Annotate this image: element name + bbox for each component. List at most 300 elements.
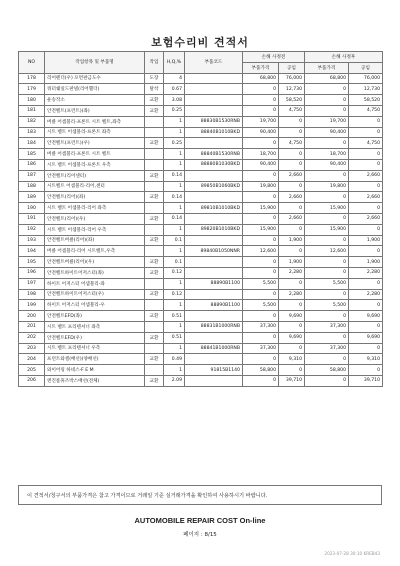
row-partcode: 89840B1050NNR xyxy=(185,246,243,257)
row-partcode xyxy=(185,138,243,149)
row-partcode xyxy=(185,84,243,95)
row-no: 197 xyxy=(19,278,45,289)
table-row xyxy=(19,127,383,138)
table-row xyxy=(19,192,383,203)
row-item: 시트 벨트 프리텐셔너 좌측 xyxy=(45,321,145,332)
row-no: 180 xyxy=(19,95,45,106)
row-after-labor: 1,900 xyxy=(349,235,383,246)
row-work: 교환 xyxy=(145,138,164,149)
table-row xyxy=(19,84,383,95)
row-before-labor: 0 xyxy=(279,127,305,138)
row-after-parts: 15,900 xyxy=(305,224,349,235)
row-hqty: 1 xyxy=(164,321,185,332)
row-after-parts: 19,800 xyxy=(305,181,349,192)
row-before-parts: 0 xyxy=(243,84,279,95)
row-item: 리어펜더(우) 포면판금도수 xyxy=(45,73,145,84)
row-item: 안전벨트하이트어저스터(우) xyxy=(45,289,145,300)
row-work: 교환 xyxy=(145,213,164,224)
row-item: 안전벨트(프런트)(좌) xyxy=(45,105,145,116)
row-work xyxy=(145,203,164,214)
row-before-parts: 0 xyxy=(243,354,279,365)
row-after-parts: 5,500 xyxy=(305,278,349,289)
col-hqty: H,Q,% xyxy=(164,52,185,74)
row-before-parts: 37,300 xyxy=(243,343,279,354)
row-before-labor: 2,660 xyxy=(279,213,305,224)
row-before-labor: 2,660 xyxy=(279,170,305,181)
row-work: 교환 xyxy=(145,267,164,278)
row-before-parts: 15,900 xyxy=(243,203,279,214)
row-before-parts: 18,700 xyxy=(243,149,279,160)
row-hqty: 1 xyxy=(164,246,185,257)
row-after-labor: 0 xyxy=(349,343,383,354)
row-after-parts: 0 xyxy=(305,84,349,95)
row-hqty: 4 xyxy=(164,73,185,84)
table-row xyxy=(19,138,383,149)
row-after-labor: 39,710 xyxy=(349,375,383,386)
row-work xyxy=(145,159,164,170)
row-hqty: 3.08 xyxy=(164,95,185,106)
row-before-parts: 37,300 xyxy=(243,321,279,332)
row-no: 202 xyxy=(19,332,45,343)
row-work: 교환 xyxy=(145,332,164,343)
row-work xyxy=(145,343,164,354)
row-before-labor: 0 xyxy=(279,300,305,311)
row-after-parts: 12,600 xyxy=(305,246,349,257)
row-after-labor: 2,280 xyxy=(349,289,383,300)
row-before-parts: 12,600 xyxy=(243,246,279,257)
row-no: 184 xyxy=(19,138,45,149)
row-partcode xyxy=(185,192,243,203)
col-after-parts: 부품가격 xyxy=(305,62,349,73)
row-item: 와이어링 하네스-F E M xyxy=(45,365,145,376)
row-after-parts: 19,700 xyxy=(305,116,349,127)
row-work: 교환 xyxy=(145,192,164,203)
row-hqty: 1 xyxy=(164,181,185,192)
row-before-parts: 0 xyxy=(243,375,279,386)
table-row xyxy=(19,278,383,289)
row-hqty: 1 xyxy=(164,343,185,354)
row-partcode xyxy=(185,105,243,116)
row-item: 안전벨트(리어센터) xyxy=(45,170,145,181)
col-before-parts: 부품가격 xyxy=(243,62,279,73)
row-item: 버클 어셈블리-프론트 시트 벨트,좌측 xyxy=(45,116,145,127)
row-after-parts: 18,700 xyxy=(305,149,349,160)
document-title: 보험수리비 견적서 xyxy=(151,36,249,49)
table-row xyxy=(19,159,383,170)
row-after-parts: 58,800 xyxy=(305,365,349,376)
row-before-parts: 0 xyxy=(243,170,279,181)
row-item: 안전벨트(프런트)(우) xyxy=(45,138,145,149)
row-hqty: 1 xyxy=(164,127,185,138)
row-after-parts: 0 xyxy=(305,105,349,116)
row-no: 200 xyxy=(19,311,45,322)
row-item: 프런트와셀(배선)(양배선) xyxy=(45,354,145,365)
row-hqty: 1 xyxy=(164,149,185,160)
row-before-labor: 58,520 xyxy=(279,95,305,106)
col-after-labor: 공임 xyxy=(349,62,383,73)
row-before-labor: 0 xyxy=(279,224,305,235)
table-row xyxy=(19,300,383,311)
row-after-parts: 0 xyxy=(305,95,349,106)
row-item: 쿼터쉐일드판넬(리어휀더) xyxy=(45,84,145,95)
row-before-parts: 0 xyxy=(243,332,279,343)
row-before-labor: 0 xyxy=(279,203,305,214)
row-item: 안전벨트EFD(좌) xyxy=(45,311,145,322)
row-partcode xyxy=(185,332,243,343)
row-partcode xyxy=(185,354,243,365)
row-work xyxy=(145,224,164,235)
row-before-labor: 0 xyxy=(279,181,305,192)
row-work: 교환 xyxy=(145,170,164,181)
estimate-table xyxy=(18,51,383,387)
row-no: 181 xyxy=(19,105,45,116)
row-item: 시트 벨트 어셈블리-프론트 우측 xyxy=(45,159,145,170)
row-before-labor: 0 xyxy=(279,343,305,354)
col-before-labor: 공임 xyxy=(279,62,305,73)
table-row xyxy=(19,149,383,160)
table-row xyxy=(19,213,383,224)
row-work: 교환 xyxy=(145,95,164,106)
table-row xyxy=(19,235,383,246)
row-partcode xyxy=(185,235,243,246)
row-no: 205 xyxy=(19,365,45,376)
row-hqty: 0.14 xyxy=(164,170,185,181)
row-after-labor: 0 xyxy=(349,127,383,138)
row-work xyxy=(145,116,164,127)
row-partcode xyxy=(185,267,243,278)
row-before-labor: 76,000 xyxy=(279,73,305,84)
row-hqty: 0.14 xyxy=(164,192,185,203)
row-partcode xyxy=(185,375,243,386)
row-after-labor: 0 xyxy=(349,300,383,311)
row-after-parts: 0 xyxy=(305,332,349,343)
row-no: 183 xyxy=(19,127,45,138)
row-hqty: 1 xyxy=(164,116,185,127)
table-row xyxy=(19,95,383,106)
table-row xyxy=(19,257,383,268)
row-after-parts: 0 xyxy=(305,192,349,203)
row-work: 교환 xyxy=(145,105,164,116)
row-partcode xyxy=(185,257,243,268)
table-row xyxy=(19,181,383,192)
row-after-labor: 2,660 xyxy=(349,170,383,181)
row-work: 탈착 xyxy=(145,84,164,95)
row-partcode: 88880B1030BKD xyxy=(185,159,243,170)
footer-brand: AUTOMOBILE REPAIR COST On-line xyxy=(134,516,266,525)
table-row xyxy=(19,311,383,322)
row-partcode: 91815B1140 xyxy=(185,365,243,376)
row-no: 191 xyxy=(19,213,45,224)
row-hqty: 0.1 xyxy=(164,257,185,268)
row-partcode: 88890B1100 xyxy=(185,300,243,311)
row-after-labor: 0 xyxy=(349,246,383,257)
table-row xyxy=(19,203,383,214)
row-hqty: 0.49 xyxy=(164,354,185,365)
row-before-labor: 9,310 xyxy=(279,354,305,365)
col-after-group: 손해 사정후 xyxy=(305,52,383,63)
row-after-parts: 90,400 xyxy=(305,127,349,138)
row-hqty: 1 xyxy=(164,365,185,376)
col-no: NO xyxy=(19,52,45,74)
table-row xyxy=(19,365,383,376)
row-no: 198 xyxy=(19,289,45,300)
row-after-labor: 12,730 xyxy=(349,84,383,95)
row-after-parts: 37,300 xyxy=(305,321,349,332)
row-after-labor: 4,750 xyxy=(349,138,383,149)
row-partcode: 88830B1530RNB xyxy=(185,116,243,127)
row-no: 193 xyxy=(19,235,45,246)
row-no: 187 xyxy=(19,170,45,181)
row-item: 엔진룸휴즈박스배선(전체) xyxy=(45,375,145,386)
table-row xyxy=(19,73,383,84)
row-before-parts: 0 xyxy=(243,95,279,106)
row-before-parts: 0 xyxy=(243,138,279,149)
row-hqty: 0.12 xyxy=(164,267,185,278)
row-after-labor: 9,690 xyxy=(349,311,383,322)
row-no: 185 xyxy=(19,149,45,160)
row-before-parts: 0 xyxy=(243,289,279,300)
disclaimer-note: 이 견적서/청구서의 부품가격은 참고 가격이므로 거래일 기준 실거래가격을 확인하여 사용하시기 바랍니다. xyxy=(18,485,382,505)
row-after-labor: 2,660 xyxy=(349,213,383,224)
row-hqty: 0.51 xyxy=(164,311,185,322)
row-before-parts: 0 xyxy=(243,235,279,246)
row-before-labor: 0 xyxy=(279,365,305,376)
row-after-labor: 0 xyxy=(349,321,383,332)
table-row xyxy=(19,343,383,354)
table-row xyxy=(19,354,383,365)
row-item: 시트 벨트 프리텐셔너 우측 xyxy=(45,343,145,354)
row-before-labor: 2,280 xyxy=(279,267,305,278)
row-work: 교환 xyxy=(145,311,164,322)
print-stamp: 2023-07-28 30:10 KREB43 xyxy=(324,551,380,556)
row-no: 201 xyxy=(19,321,45,332)
row-item: 시트벨트 어셈블리-리어,센터 xyxy=(45,181,145,192)
row-work xyxy=(145,149,164,160)
table-body xyxy=(19,73,383,386)
row-before-parts: 15,900 xyxy=(243,224,279,235)
row-item: 버클 어셈블리-프론트 시트 벨트 xyxy=(45,149,145,160)
row-work xyxy=(145,321,164,332)
row-item: 안전벨트(리어)(좌) xyxy=(45,192,145,203)
row-partcode xyxy=(185,213,243,224)
row-before-labor: 39,710 xyxy=(279,375,305,386)
row-partcode: 88831B1000RNB xyxy=(185,321,243,332)
row-after-labor: 0 xyxy=(349,224,383,235)
row-after-labor: 1,900 xyxy=(349,257,383,268)
row-after-labor: 4,750 xyxy=(349,105,383,116)
row-no: 188 xyxy=(19,181,45,192)
row-before-labor: 0 xyxy=(279,159,305,170)
table-row xyxy=(19,246,383,257)
row-no: 194 xyxy=(19,246,45,257)
row-before-parts: 0 xyxy=(243,311,279,322)
row-work: 교환 xyxy=(145,235,164,246)
row-after-labor: 0 xyxy=(349,203,383,214)
table-row xyxy=(19,321,383,332)
row-after-labor: 0 xyxy=(349,159,383,170)
row-before-labor: 1,900 xyxy=(279,235,305,246)
row-after-parts: 0 xyxy=(305,235,349,246)
row-before-labor: 9,690 xyxy=(279,332,305,343)
row-work xyxy=(145,246,164,257)
row-before-labor: 0 xyxy=(279,149,305,160)
row-before-parts: 19,800 xyxy=(243,181,279,192)
row-after-parts: 90,400 xyxy=(305,159,349,170)
row-hqty: 0.51 xyxy=(164,332,185,343)
row-no: 189 xyxy=(19,192,45,203)
row-after-labor: 58,520 xyxy=(349,95,383,106)
row-before-parts: 0 xyxy=(243,257,279,268)
table-row xyxy=(19,170,383,181)
row-before-labor: 9,690 xyxy=(279,311,305,322)
row-no: 206 xyxy=(19,375,45,386)
row-before-labor: 0 xyxy=(279,278,305,289)
row-before-labor: 0 xyxy=(279,116,305,127)
row-partcode: 88840B1530RNB xyxy=(185,149,243,160)
row-no: 195 xyxy=(19,257,45,268)
row-work xyxy=(145,181,164,192)
row-after-parts: 5,500 xyxy=(305,300,349,311)
row-after-labor: 0 xyxy=(349,278,383,289)
col-work: 작업 xyxy=(145,52,164,74)
row-after-labor: 76,000 xyxy=(349,73,383,84)
row-hqty: 0.25 xyxy=(164,138,185,149)
row-after-parts: 0 xyxy=(305,267,349,278)
row-item: 안전벨트(리어)(우) xyxy=(45,213,145,224)
row-after-parts: 0 xyxy=(305,289,349,300)
row-no: 186 xyxy=(19,159,45,170)
row-work xyxy=(145,278,164,289)
row-after-parts: 0 xyxy=(305,354,349,365)
row-item: 하이트 어저스터 어셈블리-좌 xyxy=(45,278,145,289)
row-item: 운송작소 xyxy=(45,95,145,106)
row-after-parts: 0 xyxy=(305,170,349,181)
row-after-parts: 0 xyxy=(305,257,349,268)
row-hqty: 1 xyxy=(164,300,185,311)
table-row xyxy=(19,375,383,386)
row-item: 안전벨트버클(리어)(좌) xyxy=(45,235,145,246)
row-partcode: 88840B1010BKD xyxy=(185,127,243,138)
row-after-labor: 2,660 xyxy=(349,192,383,203)
row-after-parts: 0 xyxy=(305,213,349,224)
row-after-labor: 2,280 xyxy=(349,267,383,278)
row-work xyxy=(145,365,164,376)
row-no: 178 xyxy=(19,73,45,84)
row-before-parts: 90,400 xyxy=(243,127,279,138)
row-work: 교환 xyxy=(145,375,164,386)
row-no: 192 xyxy=(19,224,45,235)
page-number: 페이지 : 8/15 xyxy=(183,532,217,538)
col-item: 작업항목 및 부품명 xyxy=(45,52,145,74)
row-hqty: 1 xyxy=(164,203,185,214)
row-partcode: 88890B1100 xyxy=(185,278,243,289)
row-work: 교환 xyxy=(145,257,164,268)
table-row xyxy=(19,224,383,235)
row-after-labor: 9,310 xyxy=(349,354,383,365)
row-item: 버클 어셈블리-리어 시트벨트,우측 xyxy=(45,246,145,257)
table-row xyxy=(19,267,383,278)
row-before-parts: 0 xyxy=(243,213,279,224)
row-item: 시트 벨트 어셈블리-프론트 좌측 xyxy=(45,127,145,138)
row-no: 203 xyxy=(19,343,45,354)
table-row xyxy=(19,332,383,343)
row-after-parts: 0 xyxy=(305,138,349,149)
row-after-labor: 0 xyxy=(349,149,383,160)
row-after-labor: 0 xyxy=(349,116,383,127)
row-hqty: 0.12 xyxy=(164,289,185,300)
row-before-parts: 90,400 xyxy=(243,159,279,170)
row-before-labor: 0 xyxy=(279,246,305,257)
row-no: 179 xyxy=(19,84,45,95)
row-after-parts: 68,800 xyxy=(305,73,349,84)
row-before-parts: 5,500 xyxy=(243,300,279,311)
row-work: 교환 xyxy=(145,289,164,300)
row-before-parts: 19,700 xyxy=(243,116,279,127)
row-hqty: 1 xyxy=(164,278,185,289)
row-hqty: 1 xyxy=(164,224,185,235)
row-before-labor: 2,280 xyxy=(279,289,305,300)
row-partcode xyxy=(185,289,243,300)
row-partcode: 88841B1000RNB xyxy=(185,343,243,354)
table-row xyxy=(19,105,383,116)
table-header xyxy=(19,52,383,74)
row-work xyxy=(145,127,164,138)
row-no: 190 xyxy=(19,203,45,214)
row-hqty: 0.25 xyxy=(164,105,185,116)
row-work: 도장 xyxy=(145,73,164,84)
row-hqty: 0.14 xyxy=(164,213,185,224)
row-before-parts: 0 xyxy=(243,192,279,203)
row-partcode: 89850B1060BKD xyxy=(185,181,243,192)
row-before-labor: 1,900 xyxy=(279,257,305,268)
row-after-parts: 15,900 xyxy=(305,203,349,214)
row-after-labor: 0 xyxy=(349,365,383,376)
row-after-parts: 37,300 xyxy=(305,343,349,354)
col-before-group: 손해 사정전 xyxy=(243,52,305,63)
row-after-labor: 0 xyxy=(349,181,383,192)
row-partcode xyxy=(185,170,243,181)
row-before-parts: 0 xyxy=(243,105,279,116)
row-partcode: 89820B1010BKD xyxy=(185,224,243,235)
row-before-labor: 12,730 xyxy=(279,84,305,95)
row-no: 182 xyxy=(19,116,45,127)
row-no: 196 xyxy=(19,267,45,278)
row-hqty: 2.09 xyxy=(164,375,185,386)
row-before-parts: 5,500 xyxy=(243,278,279,289)
row-partcode: 89810B1010BKD xyxy=(185,203,243,214)
row-before-labor: 2,660 xyxy=(279,192,305,203)
row-hqty: 0.1 xyxy=(164,235,185,246)
row-item: 안전벨트EFD(우) xyxy=(45,332,145,343)
row-hqty: 0.67 xyxy=(164,84,185,95)
row-before-labor: 0 xyxy=(279,321,305,332)
row-partcode xyxy=(185,311,243,322)
table-row xyxy=(19,116,383,127)
row-after-labor: 9,690 xyxy=(349,332,383,343)
row-item: 하이트 어저스터 어셈블리-우 xyxy=(45,300,145,311)
row-work: 교환 xyxy=(145,354,164,365)
row-hqty: 1 xyxy=(164,159,185,170)
row-after-parts: 0 xyxy=(305,375,349,386)
row-partcode xyxy=(185,95,243,106)
row-before-labor: 4,750 xyxy=(279,105,305,116)
row-item: 시트 벨트 어셈블리-리어 우측 xyxy=(45,224,145,235)
col-partcode: 부품코드 xyxy=(185,52,243,74)
row-after-parts: 0 xyxy=(305,311,349,322)
row-no: 204 xyxy=(19,354,45,365)
row-before-parts: 58,800 xyxy=(243,365,279,376)
row-partcode xyxy=(185,73,243,84)
